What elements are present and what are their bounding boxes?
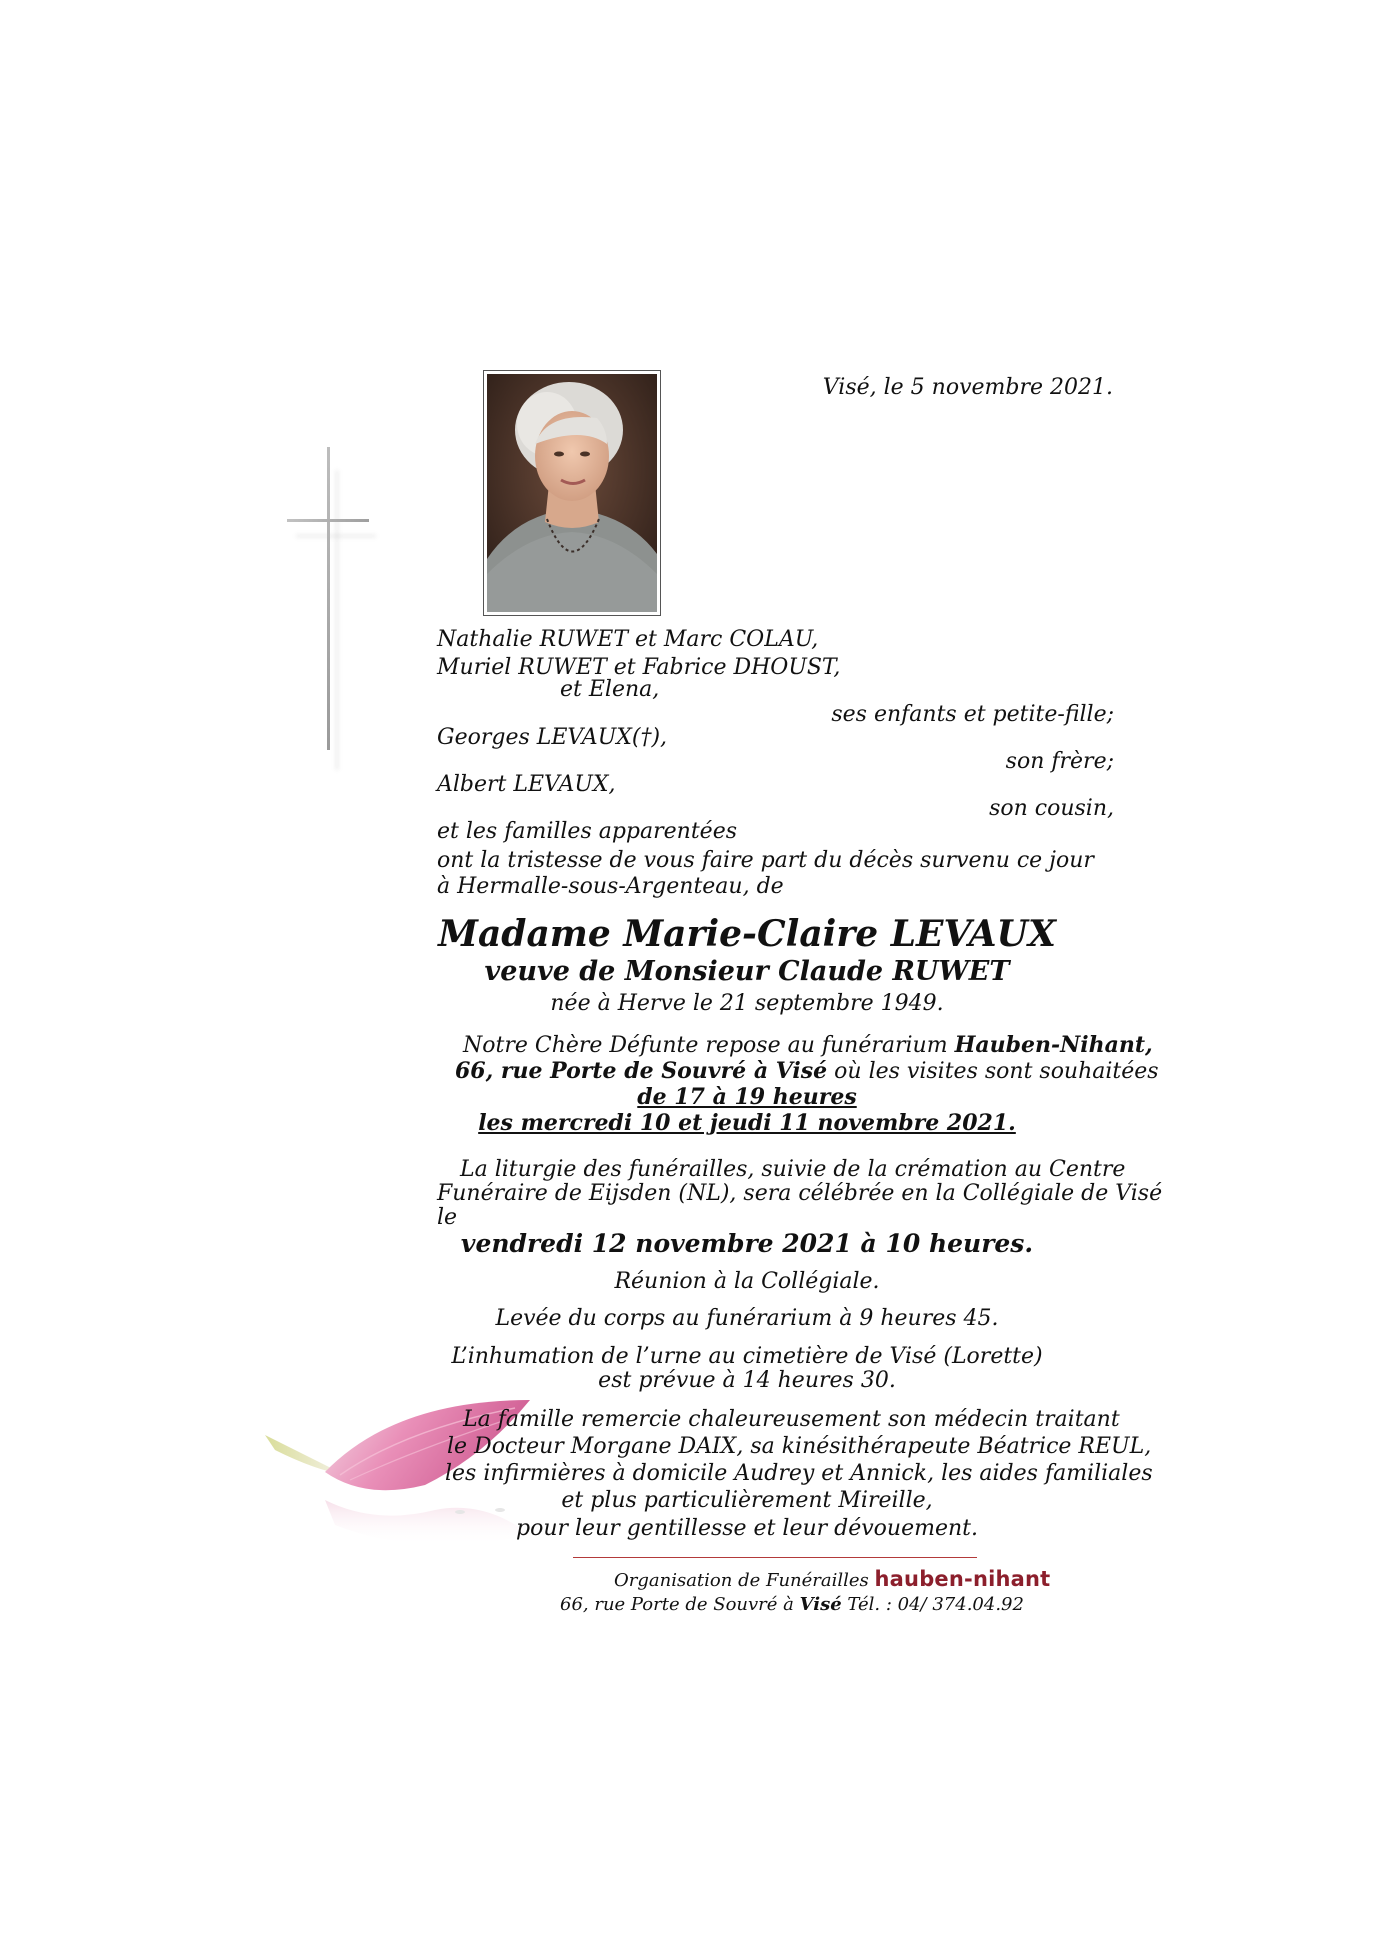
ceremony-line-1: La liturgie des funérailles, suivie de la crémation au Centre [460,1157,1126,1182]
thanks-line-5: pour leur gentillesse et leur dévouement. [515,1516,978,1541]
date-line: Visé, le 5 novembre 2021. [822,375,1113,400]
footer-organisation: Organisation de Funérailles hauben-nihant [614,1567,1051,1591]
footer-address: 66, rue Porte de Souvré à Visé Tél. : 04/ 374.04.92 [560,1594,1024,1615]
ceremony-line-3: le [437,1205,458,1230]
ceremony-urn-2: est prévue à 14 heures 30. [598,1368,896,1393]
family-line-5: Albert LEVAUX, [437,772,616,797]
visits-days: les mercredi 10 et jeudi 11 novembre 2021. [478,1110,1016,1136]
deceased-widow-of: veuve de Monsieur Claude RUWET [484,956,1010,987]
relation-cousin: son cousin, [989,796,1114,821]
family-line-3: et Elena, [560,677,660,702]
thanks-line-2: le Docteur Morgane DAIX, sa kinésithérapeute Béatrice REUL, [447,1434,1152,1459]
ceremony-urn-1: L’inhumation de l’urne au cimetière de Visé (Lorette) [451,1344,1043,1369]
family-line-1: Nathalie RUWET et Marc COLAU, [437,627,819,652]
family-line-8: à Hermalle-sous-Argenteau, de [437,874,784,899]
family-line-6: et les familles apparentées [437,819,737,844]
family-line-7: ont la tristesse de vous faire part du décès survenu ce jour [437,848,1094,873]
footer-rule [573,1557,977,1558]
relation-brother: son frère; [1005,749,1114,774]
thanks-line-4: et plus particulièrement Mireille, [561,1488,933,1513]
thanks-line-1: La famille remercie chaleureusement son médecin traitant [463,1407,1120,1432]
visits-line-2: 66, rue Porte de Souvré à Visé où les visites sont souhaitées [455,1058,1159,1084]
deceased-born: née à Herve le 21 septembre 1949. [550,991,944,1016]
relation-children: ses enfants et petite-fille; [831,702,1114,727]
ceremony-line-2: Funéraire de Eijsden (NL), sera célébrée en la Collégiale de Visé [437,1181,1163,1206]
thanks-line-3: les infirmières à domicile Audrey et Annick, les aides familiales [445,1461,1153,1486]
brand-logo: hauben-nihant [874,1567,1051,1591]
visits-line-1: Notre Chère Défunte repose au funérarium Hauben-Nihant, [463,1032,1153,1058]
visits-hours: de 17 à 19 heures [637,1084,857,1110]
ceremony-meeting: Réunion à la Collégiale. [614,1269,880,1294]
portrait-photo [483,370,661,616]
ceremony-levee: Levée du corps au funérarium à 9 heures 45. [495,1306,999,1331]
ceremony-date: vendredi 12 novembre 2021 à 10 heures. [460,1229,1034,1258]
deceased-name: Madame Marie-Claire LEVAUX [438,913,1056,955]
family-line-2: Muriel RUWET et Fabrice DHOUST, [437,655,841,680]
family-line-4: Georges LEVAUX(†), [437,725,668,750]
